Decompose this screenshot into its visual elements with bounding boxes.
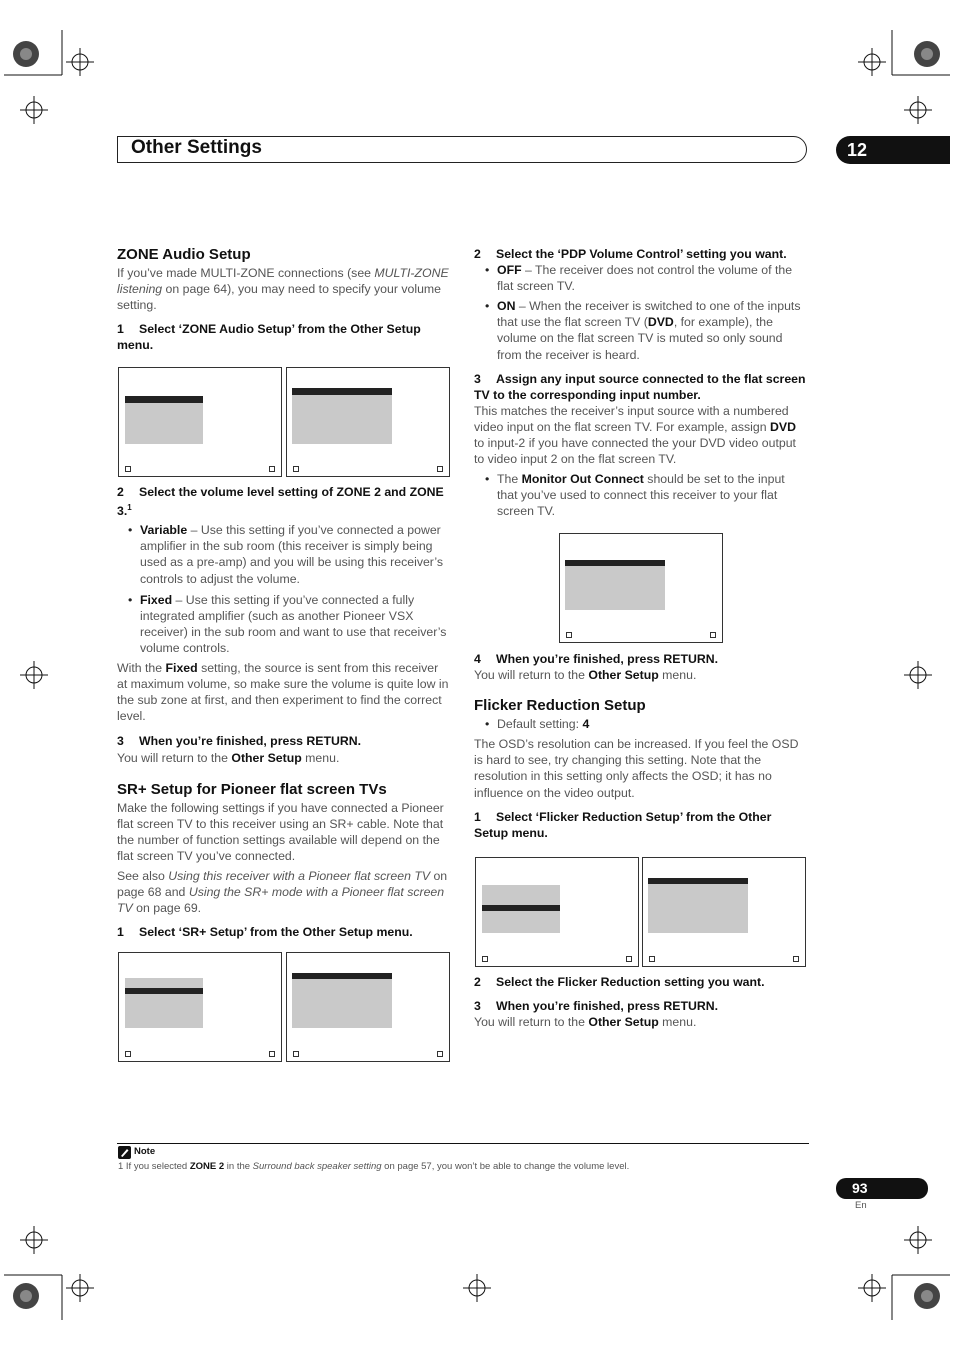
flicker-return: You will return to the Other Setup menu. bbox=[474, 1015, 697, 1030]
flicker-step-2: 2 Select the Flicker Reduction setting you want. bbox=[474, 975, 765, 989]
flicker-step-3: 3 When you’re finished, press RETURN. bbox=[474, 999, 719, 1014]
sr-return: You will return to the Other Setup menu. bbox=[474, 668, 697, 683]
sr-step-4: 4 When you’re finished, press RETURN. bbox=[474, 652, 719, 666]
monitor-out-item: • The Monitor Out Connect should be set to the input that you’ve used to connect this receiver to your flat screen TV. bbox=[474, 471, 808, 519]
zone-audio-heading: ZONE Audio Setup bbox=[117, 246, 251, 263]
default-setting: • Default setting: 4 bbox=[474, 716, 808, 732]
fixed-setting-paragraph: With the Fixed setting, the source is sent from this receiver at maximum volume, so make sure the volume is quite low in the sub zone at first, and then experiment to find the correct level. bbox=[117, 661, 449, 724]
zone-audio-return: You will return to the Other Setup menu. bbox=[117, 750, 340, 765]
sr-see-also: See also Using this receiver with a Pioneer flat screen TV on page 68 and Using the SR+ mode with a Pioneer flat screen TV on page 69. bbox=[117, 868, 448, 916]
note-label: Note bbox=[134, 1146, 156, 1157]
flicker-heading: Flicker Reduction Setup bbox=[474, 697, 646, 715]
language-code: En bbox=[855, 1200, 867, 1211]
sr-step-2: 2 Select the ‘PDP Volume Control’ setting you want. bbox=[474, 247, 787, 261]
sr-step-3: 3 Assign any input source connected to the flat screen TV to the corresponding input number. bbox=[474, 371, 806, 402]
sr-step-1: 1 Select ‘SR+ Setup’ from the Other Setup menu. bbox=[117, 925, 413, 940]
flicker-intro: The OSD’s resolution can be increased. If you feel the OSD is hard to see, try changing this setting. Note that the resolution in this setting only affects the OSD; it has no influence on the video output. bbox=[474, 737, 799, 800]
option-fixed: • Fixed – Use this setting if you’ve connected a fully integrated amplifier (such as another Pioneer VSX receiver) in the sub room and want to use that receiver’s volume controls. bbox=[117, 592, 451, 656]
sr-step-3-text: This matches the receiver’s input source with a numbered video input on the flat screen TV. For example, assign DVD to input-2 if you have connected the your DVD video output to video input 2 on the flat screen TV. bbox=[474, 403, 796, 467]
flicker-step-1: 1 Select ‘Flicker Reduction Setup’ from the Other Setup menu. bbox=[474, 809, 772, 840]
zone-audio-step-3: 3 When you’re finished, press RETURN. bbox=[117, 734, 362, 749]
sr-heading: SR+ Setup for Pioneer flat screen TVs bbox=[117, 780, 387, 798]
zone-audio-intro: If you’ve made MULTI-ZONE connections (see MULTI-ZONE listening on page 64), you may need to specify your volume setting. bbox=[117, 266, 449, 313]
sr-intro: Make the following settings if you have connected a Pioneer flat screen TV to this receiver using an SR+ cable. Note that the number of function settings available will depend on the flat screen TV you’ve connected. bbox=[117, 800, 444, 863]
option-on: • ON – When the receiver is switched to one of the inputs that use the flat screen TV (DVD, for example), the volume on the flat screen TV is muted so only sound from the receiver is heard. bbox=[474, 298, 808, 362]
chapter-number: 12 bbox=[836, 136, 950, 164]
zone-audio-step-2: 2 Select the volume level setting of ZONE 2 and ZONE 3.$^1$ bbox=[117, 485, 444, 519]
option-off: • OFF – The receiver does not control the volume of the flat screen TV. bbox=[474, 262, 808, 294]
page-number: 93 bbox=[836, 1178, 928, 1199]
chapter-title: Other Settings bbox=[131, 137, 262, 158]
option-variable: • Variable – Use this setting if you’ve connected a power amplifier in the sub room (this receiver is simply being used as a pre-amp) and you will be using this receiver’s controls to adjust the volume. bbox=[117, 522, 451, 586]
footnote-1: 1 If you selected ZONE 2 in the Surround back speaker setting on page 57, you won’t be able to change the volume level. bbox=[118, 1161, 630, 1172]
zone-audio-step-1: 1 Select ‘ZONE Audio Setup’ from the Other Setup menu. bbox=[117, 322, 421, 353]
